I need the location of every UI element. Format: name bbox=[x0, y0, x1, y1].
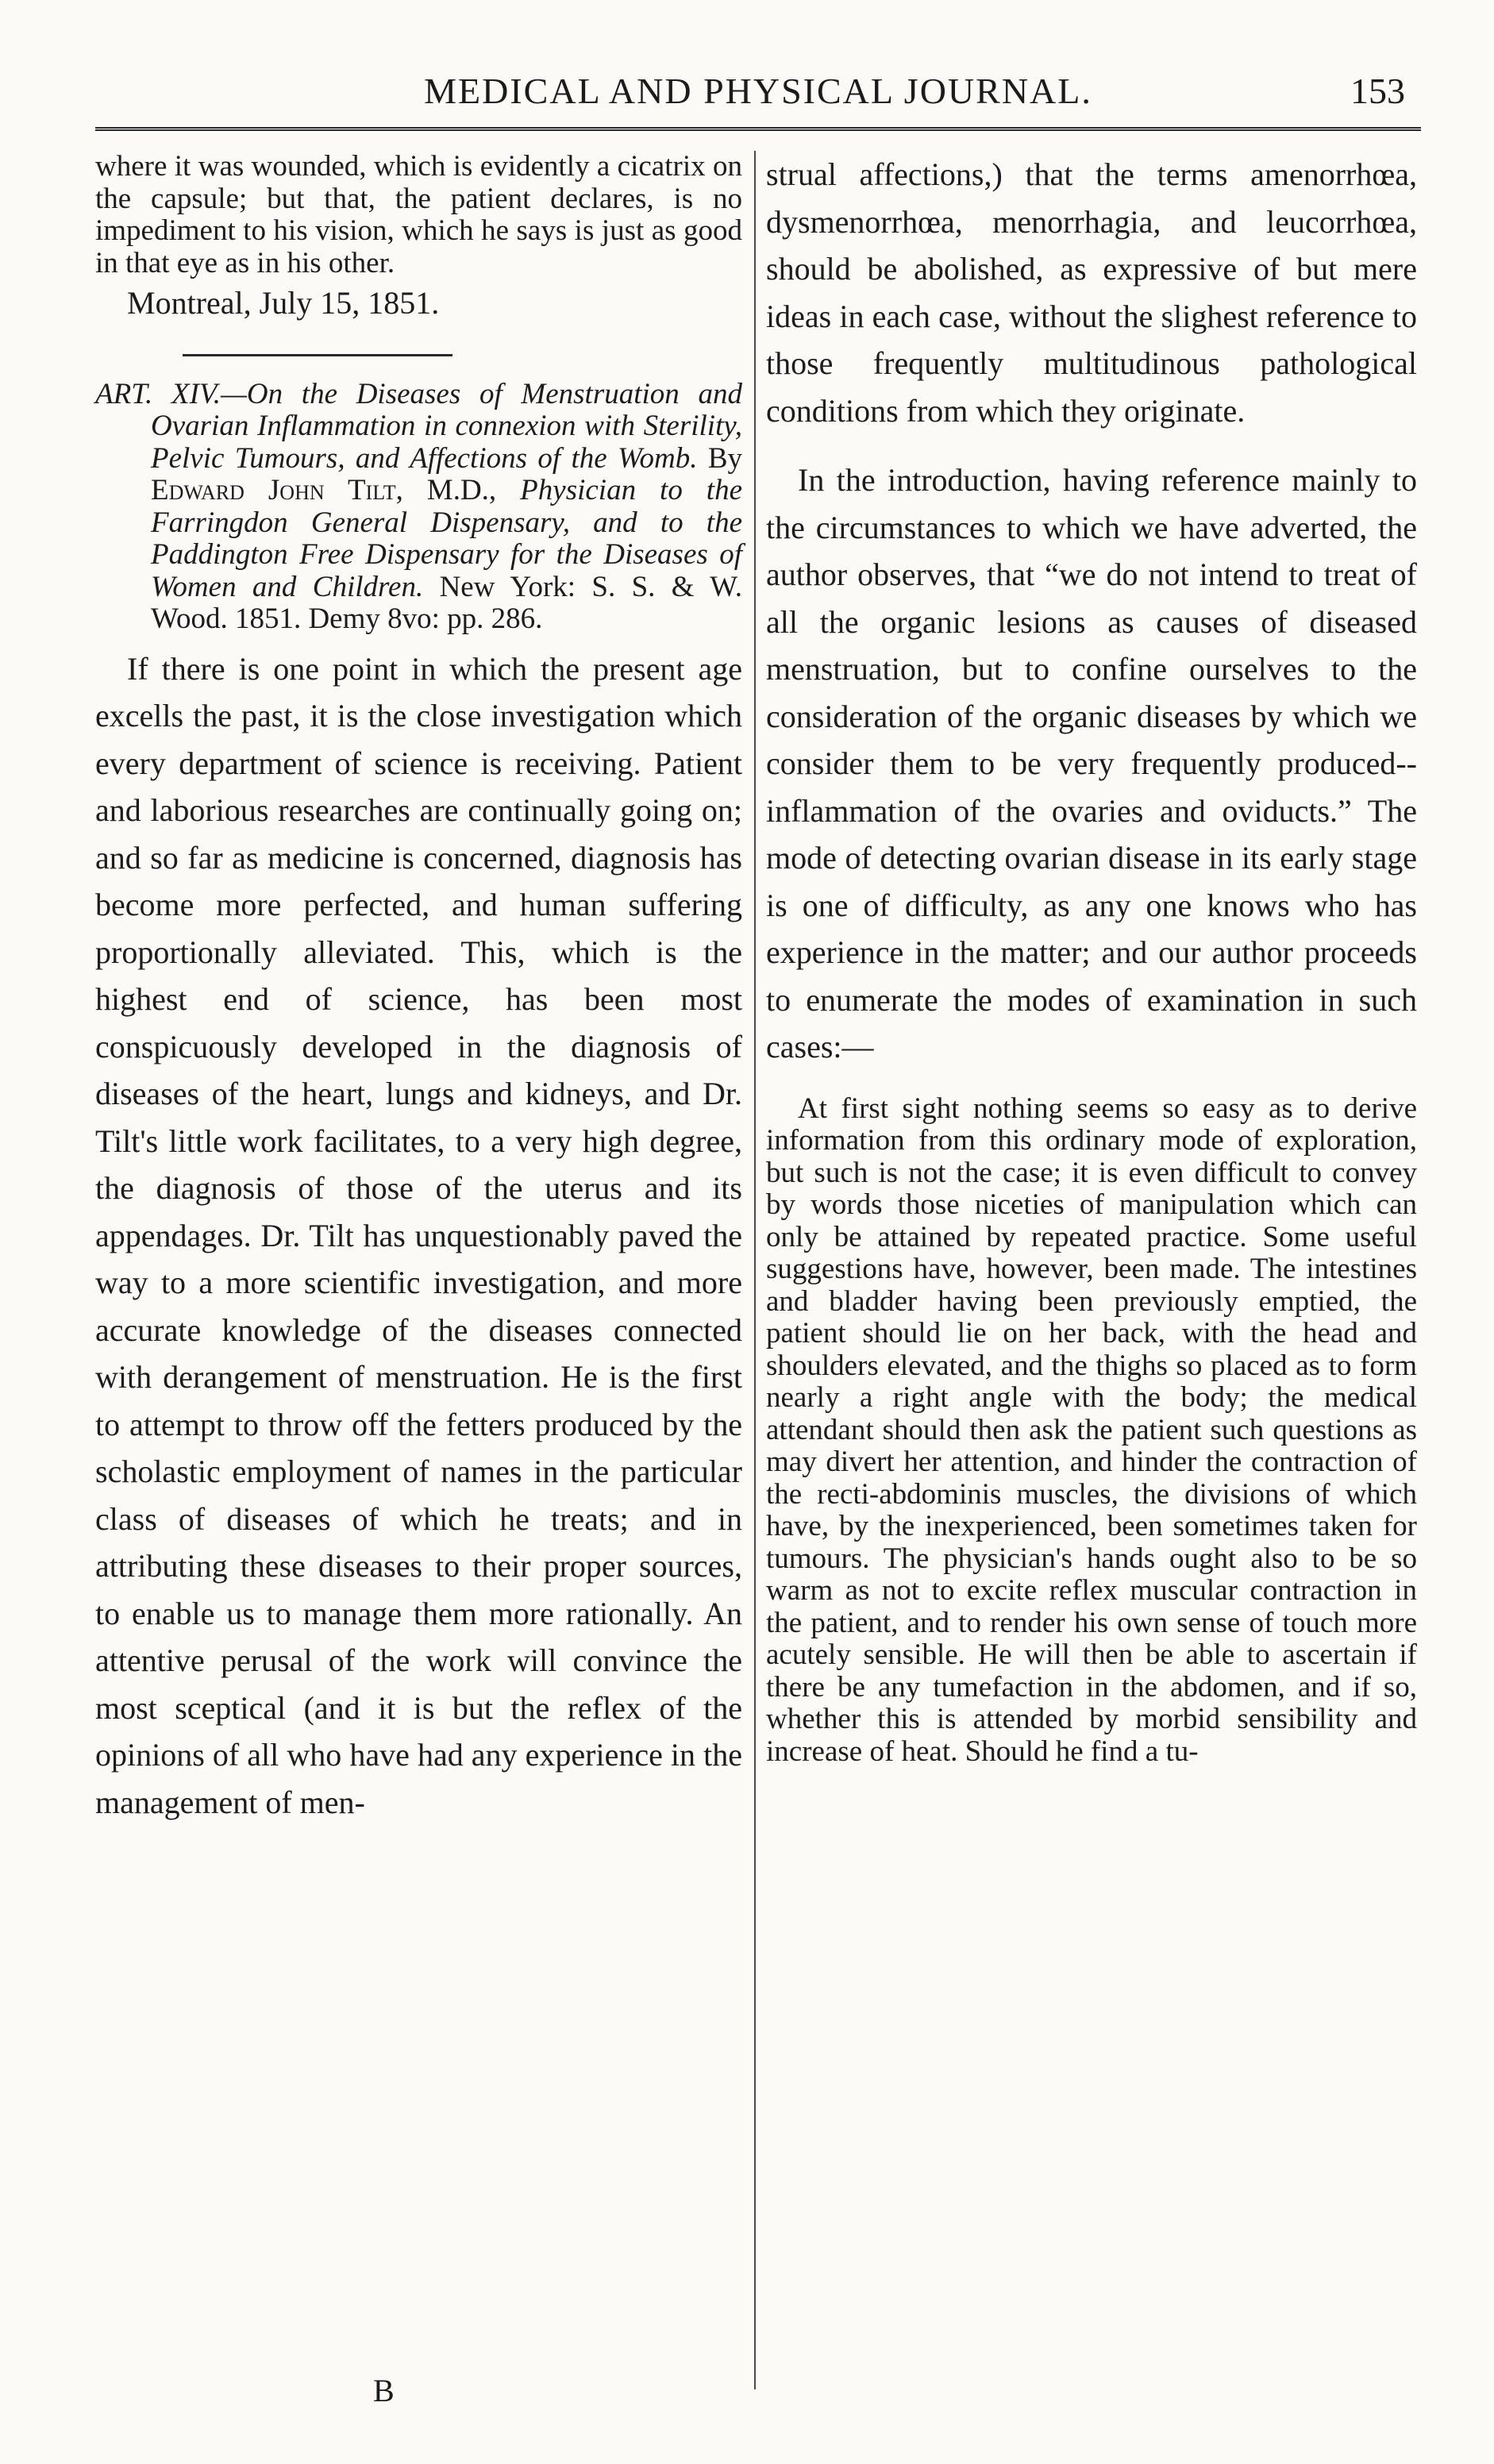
review-paragraph: If there is one point in which the present age excells the past, it is the close investigation which every department of science is receiving. Patient and laborious researches are continually going on; and so far as medicine is concerned, diagnosis has become more perfected, and human suffering proportionally alleviated. This, which is the highest end of science, has been most conspicuously developed in the diagnosis of diseases of the heart, lungs and kidneys, and Dr. Tilt's little work facilitates, to a very high degree, the diagnosis of those of the uterus and its appendages. Dr. Tilt has unquestionably paved the way to a more scientific investigation, and more accurate knowledge of the diseases connected with derangement of menstruation. He is the first to attempt to throw off the fetters produced by the scholastic employment of names in the particular class of diseases of which he treats; and in attributing these diseases to their proper sources, to enable us to manage them more rationally. An attentive perusal of the work will convince the most sceptical (and it is but the reflex of the opinions of all who have had any experience in the management of men- bbox=[95, 650, 742, 1820]
quoted-passage: At first sight nothing seems so easy as to derive information from this ordinary mode of exploration, but such is not the case; it is even difficult to convey by words those niceties of manipulation which can only be attained by repeated practice. Some useful suggestions have, however, been made. The intestines and bladder having been previously emptied, the patient should lie on her back, with the head and shoulders elevated, and the thighs so placed as to form nearly a right angle with the body; the medical attendant should then ask the patient such questions as may divert her attention, and hinder the contraction of the recti-abdominis muscles, the divisions of which have, by the inexperienced, been sometimes taken for tumours. The physician's hands ought also to be so warm as not to excite reflex muscular contraction in the patient, and to render his own sense of touch more acutely sensible. He will then be able to ascertain if there be any tumefaction in the abdomen, and if so, whether this is attended by morbid sensibility and increase of heat. Should he find a tu- bbox=[766, 1091, 1417, 1768]
running-header bbox=[95, 70, 1421, 125]
page-number: 153 bbox=[1350, 71, 1405, 111]
article-publication: New York: S. S. & W. Wood. 1851. Demy 8vo: pp. 286. bbox=[151, 570, 742, 635]
header-rule bbox=[95, 127, 1421, 136]
left-column bbox=[95, 151, 742, 1826]
article-heading bbox=[95, 379, 742, 636]
paragraph-continuation: where it was wounded, which is evidently a cicatrix on the capsule; but that, the patient declares, is no impediment to his vision, which he says is just as good in that eye as in his other. bbox=[95, 150, 742, 279]
column-divider bbox=[754, 151, 756, 2389]
paragraph-continuation: strual affections,) that the terms amenorrhœa, dysmenorrhœa, menorrhagia, and leucorrhœa, should be abolished, as expressive of but mere ideas in each case, without the slighest reference to those frequently multitudinous pathological conditions from which they originate. bbox=[766, 156, 1417, 429]
article-author: Edward John Tilt, M.D., bbox=[151, 474, 497, 506]
signature-mark: B bbox=[373, 2373, 395, 2408]
article-title: ART. XIV.—On the Diseases of Menstruation and Ovarian Inflammation in connexion with Sterility, Pelvic Tumours, and Affections of the Womb. bbox=[95, 377, 742, 475]
right-column bbox=[766, 151, 1417, 1768]
article-affiliation: Physician to the Farringdon General Dispensary, and to the Paddington Free Dispensary for the Diseases of Women and Children. bbox=[151, 474, 743, 603]
dateline: Montreal, July 15, 1851. bbox=[127, 285, 440, 321]
running-title: MEDICAL AND PHYSICAL JOURNAL. bbox=[424, 71, 1092, 111]
introduction-paragraph: In the introduction, having reference mainly to the circumstances to which we have adverted, the author observes, that “we do not intend to treat of all the organic lesions as causes of diseased menstruation, but to confine ourselves to the consideration of the organic diseases by which we consider them to be very frequently produced--inflammation of the ovaries and oviducts.” The mode of detecting ovarian disease in its early stage is one of difficulty, as any one knows who has experience in the matter; and our author proceeds to enumerate the modes of examination in such cases:— bbox=[766, 462, 1417, 1065]
section-separator bbox=[183, 354, 452, 356]
article-by: By bbox=[707, 441, 742, 475]
